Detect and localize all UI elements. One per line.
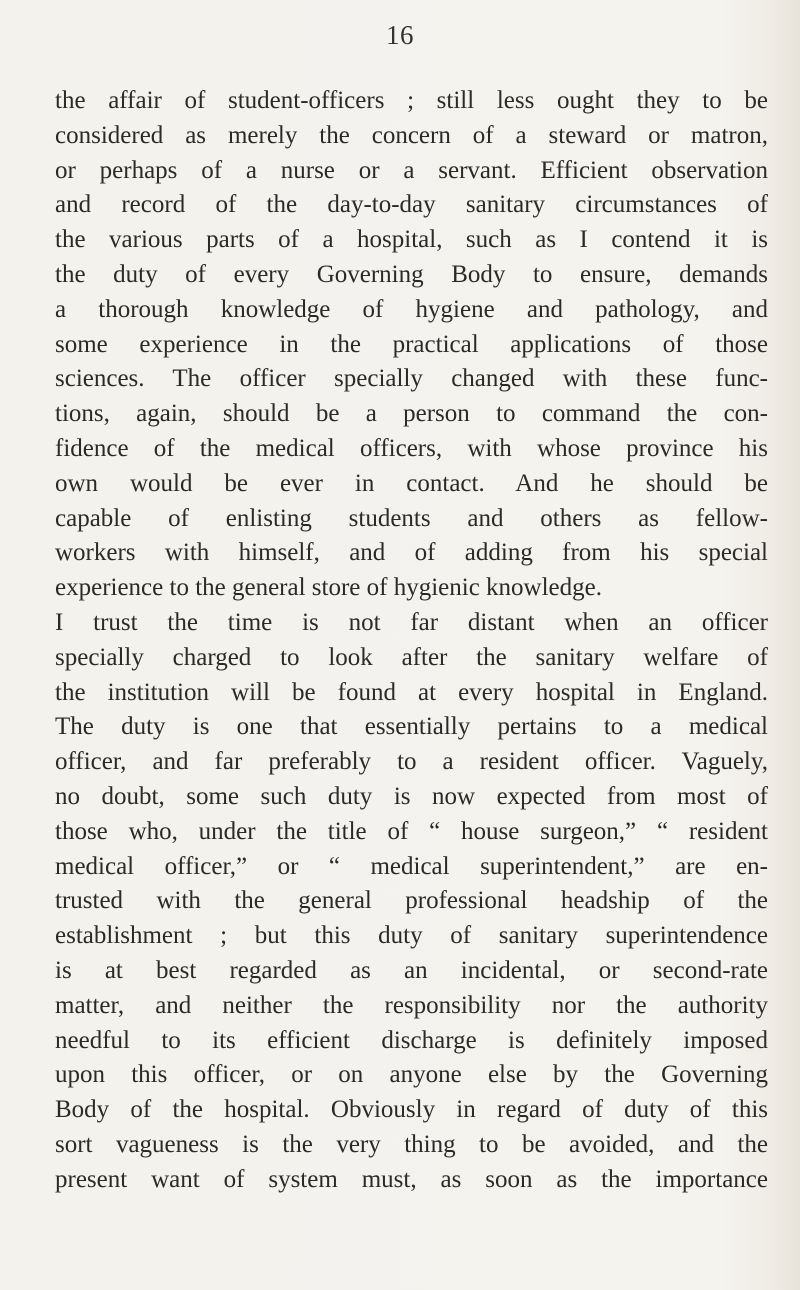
- text-line: medical officer,” or “ medical superintendent,” are en-: [55, 852, 768, 880]
- text-line: upon this officer, or on anyone else by the Governing: [55, 1061, 768, 1089]
- text-line: considered as merely the concern of a steward or matron,: [55, 121, 768, 149]
- text-line: sort vagueness is the very thing to be avoided, and the: [55, 1130, 768, 1158]
- text-line: I trust the time is not far distant when an officer: [55, 608, 768, 636]
- text-line: the affair of student-officers ; still less ought they to be: [55, 87, 768, 114]
- text-line: some experience in the practical applications of those: [55, 330, 768, 358]
- text-line: officer, and far preferably to a resident officer. Vaguely,: [55, 748, 768, 776]
- text-line: sciences. The officer specially changed with these func-: [55, 365, 768, 393]
- body-text: [55, 84, 768, 1198]
- text-line: capable of enlisting students and others as fellow-: [55, 504, 768, 532]
- text-line: establishment ; but this duty of sanitary superintendence: [55, 922, 768, 950]
- text-line: and record of the day-to-day sanitary circumstances of: [55, 191, 768, 219]
- text-line: matter, and neither the responsibility nor the authority: [55, 991, 768, 1019]
- text-line: no doubt, some such duty is now expected from most of: [55, 782, 768, 810]
- text-line: fidence of the medical officers, with whose province his: [55, 434, 768, 462]
- text-line: the various parts of a hospital, such as I contend it is: [55, 226, 768, 254]
- text-line: is at best regarded as an incidental, or second-rate: [55, 956, 768, 984]
- text-line: those who, under the title of “ house surgeon,” “ resident: [55, 817, 768, 845]
- text-line: the institution will be found at every hospital in England.: [55, 678, 768, 706]
- text-line: the duty of every Governing Body to ensure, demands: [55, 260, 768, 288]
- text-line: workers with himself, and of adding from his special: [55, 539, 768, 567]
- page-number: 16: [386, 20, 414, 50]
- text-line: own would be ever in contact. And he should be: [55, 469, 768, 497]
- text-line: present want of system must, as soon as the importance: [55, 1165, 768, 1193]
- text-line: specially charged to look after the sanitary welfare of: [55, 643, 768, 671]
- text-line: trusted with the general professional headship of the: [55, 887, 768, 915]
- text-line: a thorough knowledge of hygiene and pathology, and: [55, 295, 768, 323]
- text-line: needful to its efficient discharge is definitely imposed: [55, 1026, 768, 1054]
- text-line: experience to the general store of hygienic knowledge.: [55, 574, 602, 602]
- text-line: The duty is one that essentially pertains to a medical: [55, 713, 768, 741]
- text-line: or perhaps of a nurse or a servant. Efficient observation: [55, 156, 768, 184]
- text-line: Body of the hospital. Obviously in regard of duty of this: [55, 1096, 768, 1124]
- text-line: tions, again, should be a person to command the con-: [55, 400, 768, 428]
